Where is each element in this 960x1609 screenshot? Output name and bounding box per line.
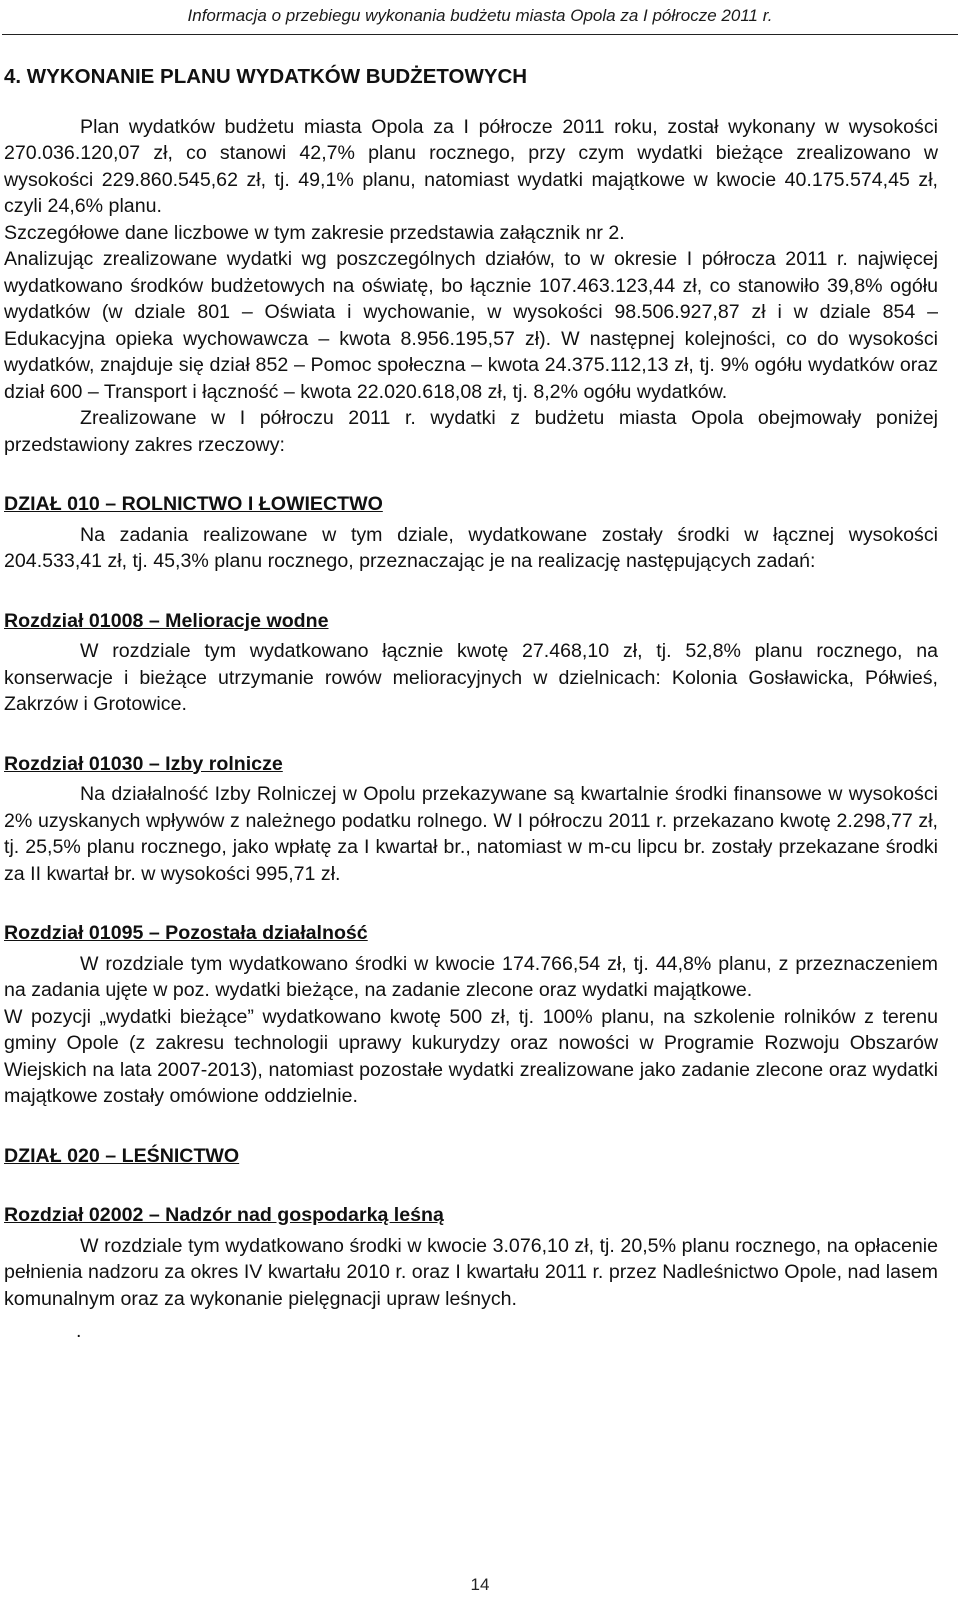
rozdzial-01095-text-1: W rozdziale tym wydatkowano środki w kwocie 174.766,54 zł, tj. 44,8% planu, z przeznaczeniem na zadania ujęte w poz. wydatki bieżące, na zadanie zlecone oraz wydatki majątkowe. (4, 952, 938, 1001)
rozdzial-02002-text: W rozdziale tym wydatkowano środki w kwocie 3.076,10 zł, tj. 20,5% planu rocznego, na opłacenie pełnienia nadzoru za okres IV kwartału 2010 r. oraz I kwartału 2011 r. przez Nadleśnictwo Opole, nad lasem komunalnym oraz za wykonanie pielęgnacji upraw leśnych. (4, 1234, 938, 1310)
dzial-020-heading: DZIAŁ 020 – LEŚNICTWO (4, 1144, 240, 1167)
trailing-dot: . (76, 1320, 82, 1342)
running-header: Informacja o przebiegu wykonania budżetu miasta Opola za I półrocze 2011 r. (187, 6, 773, 25)
document-body (4, 64, 938, 1345)
section-title: 4. WYKONANIE PLANU WYDATKÓW BUDŻETOWYCH (4, 65, 528, 88)
page-number: 14 (470, 1575, 490, 1594)
attachment-note: Szczegółowe dane liczbowe w tym zakresie przedstawia załącznik nr 2. (4, 221, 625, 244)
dzial-010-heading: DZIAŁ 010 – ROLNICTWO I ŁOWIECTWO (4, 493, 383, 515)
dzial-010-text: Na zadania realizowane w tym dziale, wydatkowane zostały środki w łącznej wysokości 204.533,41 zł, tj. 45,3% planu rocznego, przeznaczając je na realizację następujących zadań: (4, 523, 938, 572)
rozdzial-01095-text-2: W pozycji „wydatki bieżące” wydatkowano kwotę 500 zł, tj. 100% planu, na szkolenie rolników z terenu gminy Opole (z zakresu technologii uprawy kukurydzy oraz nowości w Programie Rozwoju Obszarów Wiejskich na lata 2007-2013), natomiast pozostałe wydatki zrealizowane jako zadanie zlecone oraz wydatki majątkowe zostały omówione oddzielnie. (4, 1005, 938, 1107)
header-divider (2, 34, 958, 35)
rozdzial-01008-text: W rozdziale tym wydatkowano łącznie kwotę 27.468,10 zł, tj. 52,8% planu rocznego, na konserwacje i bieżące utrzymanie rowów melioracyjnych w dzielnicach: Kolonia Gosławicka, Półwieś, Zakrzów i Grotowice. (4, 640, 938, 715)
scope-paragraph: Zrealizowane w I półroczu 2011 r. wydatki z budżetu miasta Opola obejmowały poniżej przedstawiony zakres rzeczowy: (4, 407, 938, 456)
rozdzial-01008-heading: Rozdział 01008 – Melioracje wodne (4, 609, 329, 632)
rozdzial-01030-heading: Rozdział 01030 – Izby rolnicze (4, 752, 283, 775)
rozdzial-01095-heading: Rozdział 01095 – Pozostała działalność (4, 922, 368, 944)
rozdzial-02002-heading: Rozdział 02002 – Nadzór nad gospodarką leśną (4, 1204, 444, 1226)
intro-paragraph: Plan wydatków budżetu miasta Opola za I półrocze 2011 roku, został wykonany w wysokości 270.036.120,07 zł, co stanowi 42,7% planu rocznego, przy czym wydatki bieżące zrealizowano w wysokości 229.860.545,62 zł, tj. 49,1% planu, natomiast wydatki majątkowe w kwocie 40.175.574,45 zł, czyli 24,6% planu. (4, 115, 938, 217)
rozdzial-01030-text: Na działalność Izby Rolniczej w Opolu przekazywane są kwartalnie środki finansowe w wysokości 2% uzyskanych wpływów z należnego podatku rolnego. W I półroczu 2011 r. przekazano kwotę 2.298,77 zł, tj. 25,5% planu rocznego, jako wpłatę za I kwartał br., natomiast w m-cu lipcu br. zostały przekazane środki za II kwartał br. w wysokości 995,71 zł. (4, 783, 938, 885)
analysis-paragraph: Analizując zrealizowane wydatki wg poszczególnych działów, to w okresie I półrocza 2011 r. najwięcej wydatkowano środków budżetowych na oświatę, bo łącznie 107.463.123,44 zł, co stanowiło 39,8% ogółu wydatków (w dziale 801 – Oświata i wychowanie, w wysokości 98.506.927,87 zł i w dziale 854 – Edukacyjna opieka wychowawcza – kwota 8.956.195,57 zł). W następnej kolejności, co do wysokości wydatków, znajduje się dział 852 – Pomoc społeczna – kwota 24.375.112,13 zł, tj. 9% ogółu wydatków oraz dział 600 – Transport i łączność – kwota 22.020.618,08 zł, tj. 8,2% ogółu wydatków. (4, 248, 938, 403)
